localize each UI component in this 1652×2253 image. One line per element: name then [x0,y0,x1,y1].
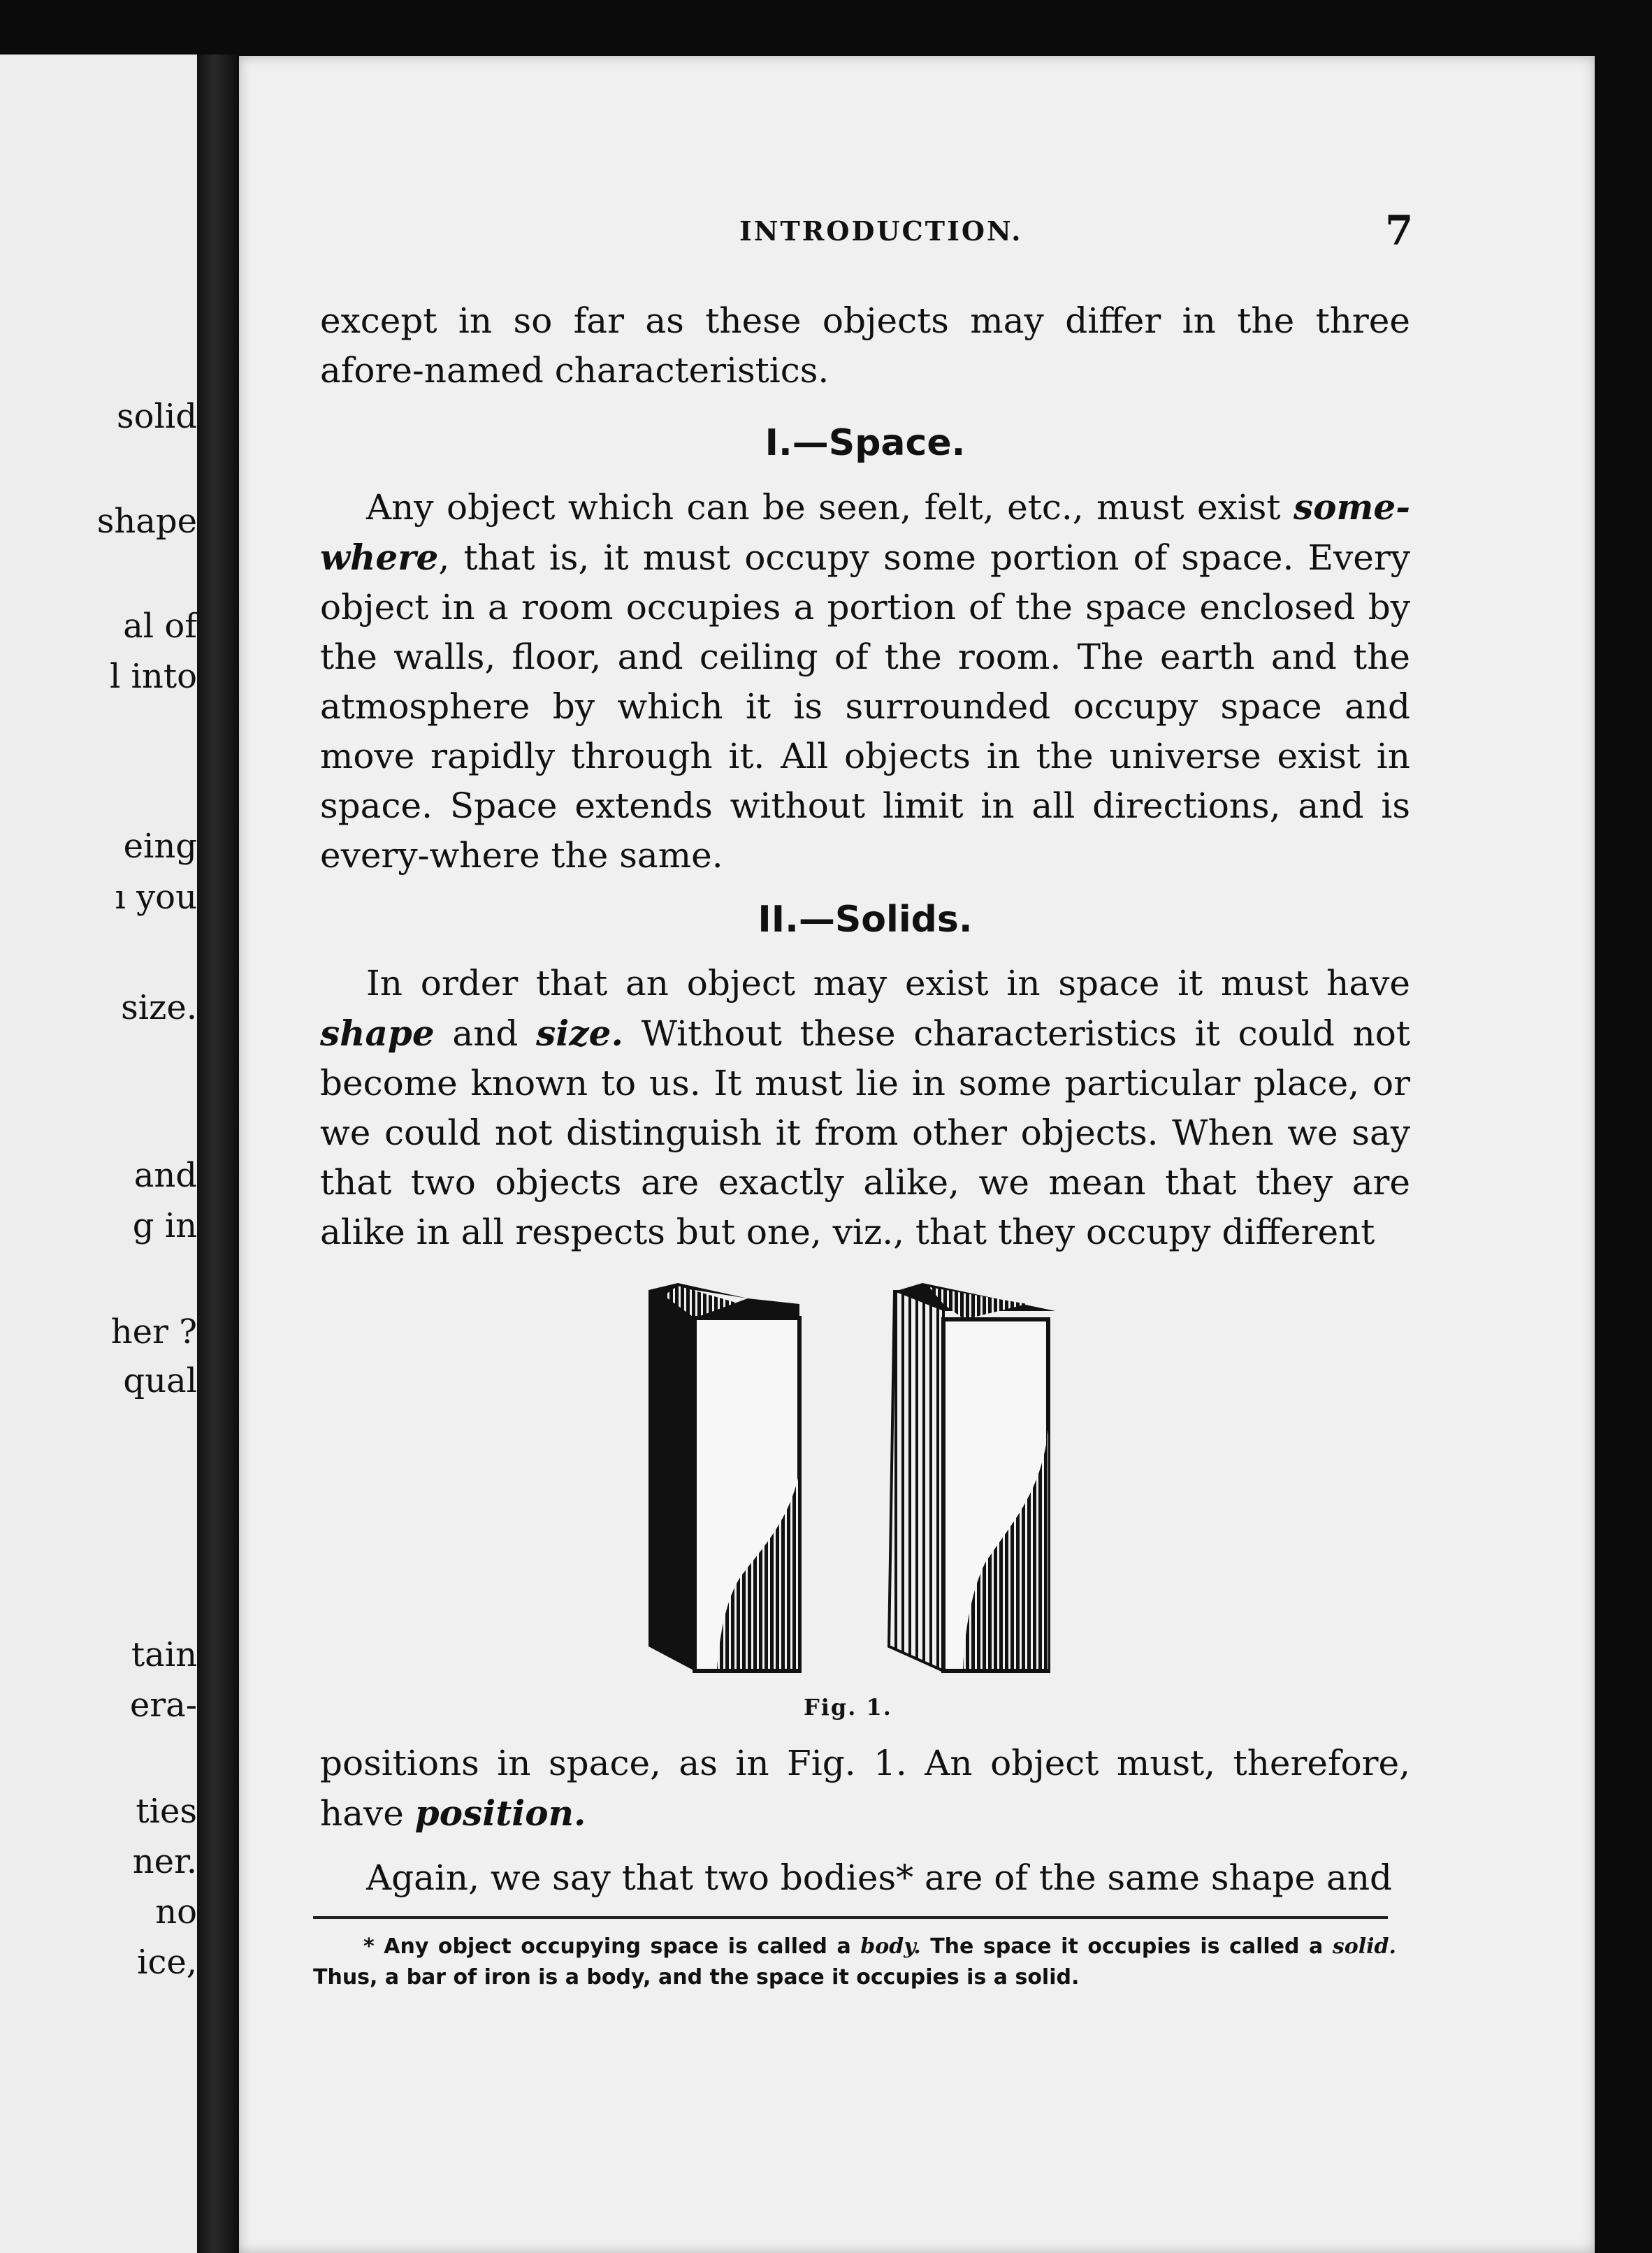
left-page-fragment: ı you [115,878,197,917]
page-number: 7 [1385,207,1414,254]
footnote-rule [313,1916,1388,1919]
solids-text-b: and [434,1013,537,1054]
left-page-fragment: g in [132,1206,197,1245]
left-page-fragment: and [133,1156,197,1195]
left-page-fragment: ice, [137,1943,197,1982]
intro-text: except in so far as these objects may differ in the three afore-named characteristics. [320,300,1410,391]
space-text-b: , that is, it must occupy some portion of space. Every object in a room occupies a portion of the space enclosed by the walls, floor, and ceiling of the room. The earth and the atmosphere by which it is surrounded occupy space and move rapidly through it. All objects in the universe exist in space. Space extends without limit in all directions, and is every-where the same. [320,537,1410,876]
left-page-fragment: era- [129,1686,197,1725]
footnote-text-b: The space it occupies is called a [920,1934,1333,1959]
left-page-fragment: qual [123,1361,197,1400]
left-page-fragment: ner. [132,1842,197,1881]
footnote-text-a: * Any object occupying space is called a [363,1934,861,1959]
solids-text-a: In order that an object may exist in space it must have [366,963,1410,1004]
footnote-text-c: Thus, a bar of iron is a body, and the space it occupies is a solid. [313,1965,1080,1990]
page-edge-shadow [1595,56,1652,2253]
left-facing-page [0,55,197,2253]
left-page-fragment: size. [121,988,197,1027]
section-heading-solids: II.—Solids. [758,899,973,941]
footnote [313,1932,1396,1993]
position-emphasis: position. [414,1792,586,1834]
space-text-a: Any object which can be seen, felt, etc., must exist [366,487,1294,528]
solids-text-c: Without these characteristics it could not become known to us. It must lie in some particular place, or we could not distinguish it from other objects. When we say that two objects are exactly alike, we mean that they are alike in all respects but one, viz., that they occupy different [320,1013,1410,1252]
footnote-emphasis-body: body. [860,1934,921,1959]
left-page-fragment: shape [96,502,197,541]
left-page-fragment: al of [123,607,197,646]
again-text: Again, we say that two bodies* are of the same shape and [366,1857,1393,1898]
solids-paragraph [320,959,1410,1257]
prism-right [889,1283,1055,1671]
space-emphasis: some-where [320,486,1410,578]
figure-caption: Fig. 1. [804,1694,892,1720]
after-fig-text: positions in space, as in Fig. 1. An object must, therefore, have [320,1743,1410,1834]
left-page-fragment: solid [117,397,197,436]
footnote-emphasis-solid: solid. [1332,1934,1396,1959]
again-paragraph [320,1853,1410,1903]
left-page-fragment: no [155,1892,197,1932]
left-page-fragment: eing [123,827,197,866]
space-paragraph [320,482,1410,881]
intro-paragraph [320,296,1410,396]
prism-left [649,1283,799,1671]
left-page-fragment: tain [131,1635,197,1674]
after-figure-paragraph [320,1739,1410,1839]
running-head: INTRODUCTION. [739,215,1023,247]
solids-emphasis-shape: shape [320,1013,435,1054]
left-page-fragment: ties [136,1792,197,1831]
solids-emphasis-size: size. [536,1013,623,1054]
figure-two-prisms [636,1283,1083,1688]
left-page-fragment: l into [109,657,197,696]
left-page-fragment: her ? [110,1312,197,1352]
book-spine-gutter [197,55,239,2253]
section-heading-space: I.—Space. [765,422,966,464]
